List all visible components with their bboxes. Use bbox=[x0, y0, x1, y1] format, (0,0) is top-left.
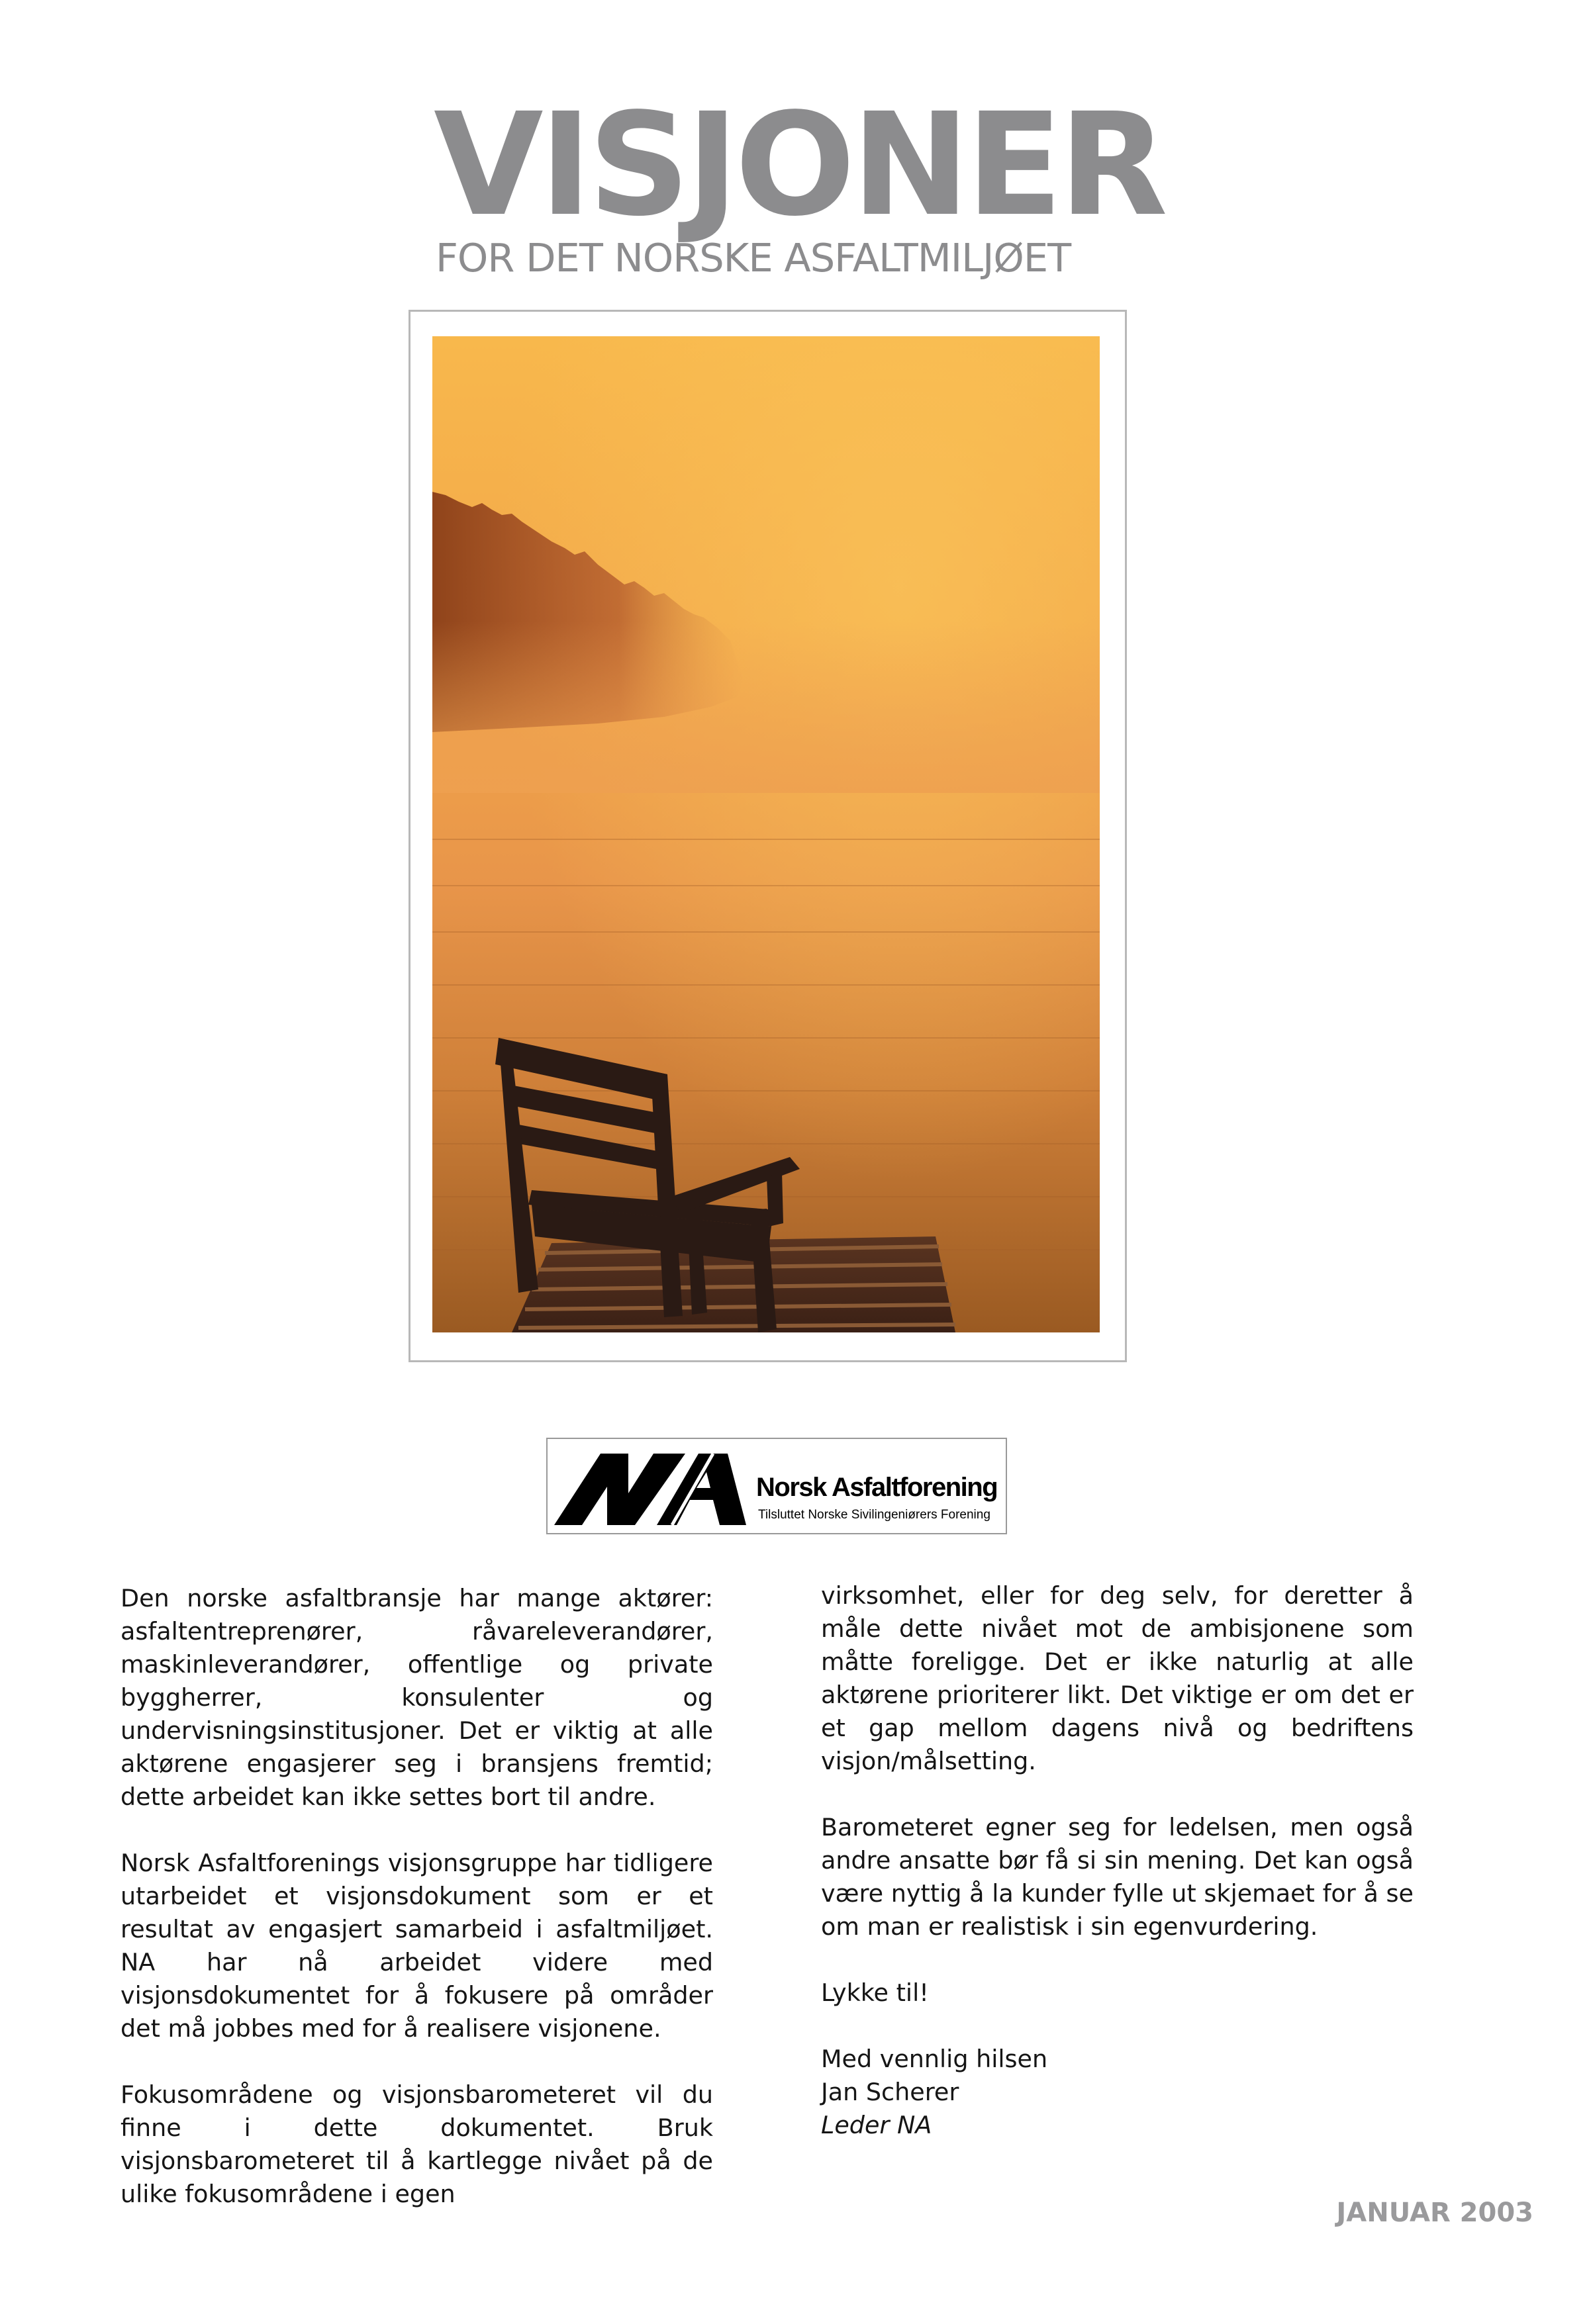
signer-role: Leder NA bbox=[821, 2111, 932, 2139]
paragraph: Norsk Asfaltforenings visjonsgruppe har tidligere utarbeidet et visjonsdokument som er et resultat av engasjert samarbeid i asfaltmiljøet. NA har nå arbeidet videre med visjonsdokumentet for å fokusere på områder det må jobbes med for å realisere visjonene. bbox=[121, 1849, 713, 2043]
photo-frame bbox=[409, 310, 1127, 1362]
chair-on-dock-photo bbox=[432, 336, 1100, 1332]
paragraph: Den norske asfaltbransje har mange aktører: asfaltentreprenører, råvareleverandører, maskinleverandører, offentlige og private byggherrer, konsulenter og undervisningsinstitusjoner. Det er viktig at alle aktørene engasjerer seg i bransjens fremtid; dette arbeidet kan ikke settes bort til andre. bbox=[121, 1584, 713, 1811]
publication-date: JANUAR 2003 bbox=[1336, 2198, 1533, 2228]
na-logo-icon bbox=[554, 1447, 753, 1529]
logo-tagline: Tilsluttet Norske Sivilingeniørers Forening bbox=[758, 1508, 990, 1522]
body-column-right bbox=[821, 1579, 1414, 2142]
document-title: VISJONER bbox=[434, 83, 1164, 248]
signer-name: Jan Scherer bbox=[821, 2078, 959, 2106]
paragraph: Lykke til! bbox=[821, 1978, 929, 2007]
body-column-left bbox=[121, 1582, 713, 2211]
logo-box bbox=[546, 1438, 1007, 1534]
paragraph: virksomhet, eller for deg selv, for deretter å måle dette nivået mot de ambisjonene som måtte foreligge. Det er ikke naturlig at alle aktørene prioriterer likt. Det viktige er om det er et gap mellom dagens nivå og bedriftens visjon/målsetting. bbox=[821, 1581, 1414, 1775]
logo-name: Norsk Asfaltforening bbox=[756, 1473, 998, 1502]
paragraph: Fokusområdene og visjonsbarometeret vil du finne i dette dokumentet. Bruk visjonsbarometeret til å kartlegge nivået på de ulike fokusområdene i egen bbox=[121, 2080, 713, 2208]
closing: Med vennlig hilsen bbox=[821, 2045, 1048, 2073]
paragraph: Barometeret egner seg for ledelsen, men også andre ansatte bør få si sin mening. Det kan også være nyttig å la kunder fylle ut skjemaet for å se om man er realistisk i sin egenvurdering. bbox=[821, 1813, 1414, 1941]
document-subtitle: FOR DET NORSKE ASFALTMILJØET bbox=[436, 235, 1071, 281]
